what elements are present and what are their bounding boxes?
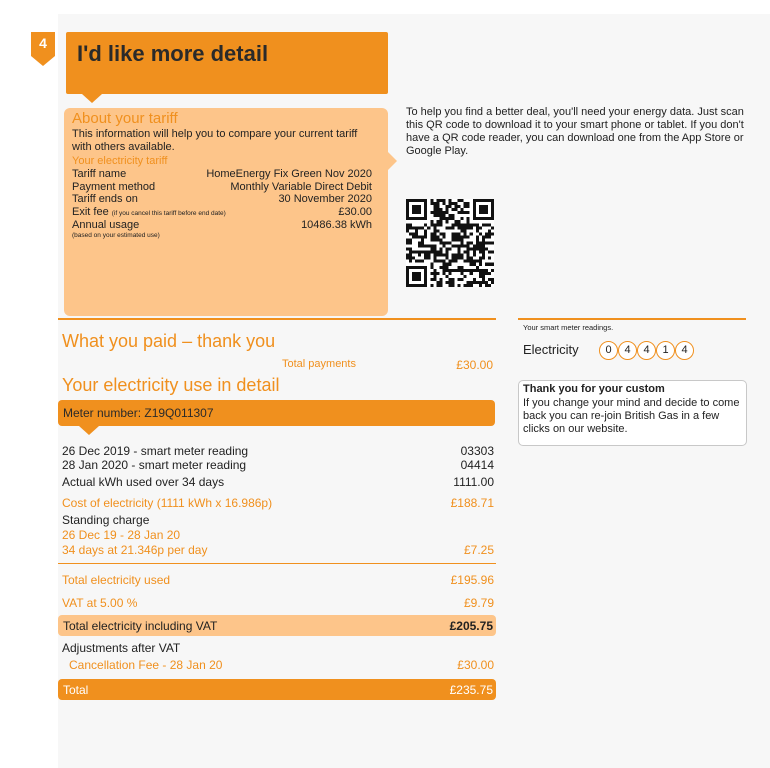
meter-digit: 4 (637, 341, 656, 360)
meter-digit: 4 (618, 341, 637, 360)
standing-charge-label: Standing charge (62, 513, 150, 527)
meter-digit: 4 (675, 341, 694, 360)
vat-value: £9.79 (463, 596, 494, 610)
divider-paid (58, 318, 496, 320)
total-incl-vat-row (63, 619, 493, 633)
vat-label: VAT at 5.00 % (62, 596, 138, 610)
smart-readings-label: Your smart meter readings. (523, 323, 614, 332)
tariff-row-exit-fee (72, 206, 372, 220)
tariff-heading: About your tariff (72, 110, 178, 127)
badge-tip (31, 56, 55, 66)
tariff-row-value: £30.00 (338, 206, 372, 218)
tariff-row-label: Tariff name (72, 168, 127, 180)
tariff-row-value: 10486.38 kWh (301, 219, 372, 231)
cancellation-label: Cancellation Fee - 28 Jan 20 (69, 658, 223, 672)
cost-row (62, 496, 494, 510)
grand-total-label: Total (63, 683, 89, 697)
reading-row (62, 444, 494, 458)
cancellation-row (69, 658, 494, 672)
detail-heading: Your electricity use in detail (62, 375, 280, 395)
total-payments-label: Total payments (282, 358, 356, 370)
actual-kwh-label: Actual kWh used over 34 days (62, 475, 225, 489)
reading-label: 26 Dec 2019 - smart meter reading (62, 444, 249, 458)
tariff-row-label: Payment method (72, 181, 156, 193)
total-incl-vat-label: Total electricity including VAT (63, 619, 218, 633)
tariff-row-usage (72, 219, 372, 231)
tariff-row-name (72, 168, 372, 180)
reading-label: 28 Jan 2020 - smart meter reading (62, 458, 247, 472)
divider-subtotal (58, 563, 496, 564)
divider-readings (518, 318, 746, 320)
reading-value: 03303 (460, 444, 494, 458)
total-used-label: Total electricity used (62, 573, 171, 587)
total-used-value: £195.96 (450, 573, 494, 587)
actual-kwh-value: 1111.00 (453, 475, 494, 489)
standing-charge-rate: 34 days at 21.346p per day (62, 543, 208, 557)
cost-label: Cost of electricity (1111 kWh x 16.986p) (62, 496, 273, 510)
tariff-row-value: Monthly Variable Direct Debit (230, 181, 372, 193)
meter-digit: 1 (656, 341, 675, 360)
vat-row (62, 596, 494, 610)
reading-row (62, 458, 494, 472)
tariff-row-label: Annual usage (72, 219, 140, 231)
paid-heading: What you paid – thank you (62, 331, 276, 351)
thanks-body: If you change your mind and decide to come back you can re-join British Gas in a few clicks on our website. (523, 397, 740, 435)
total-payments-value: £30.00 (456, 358, 493, 372)
actual-kwh-row (62, 475, 494, 489)
usage-footnote: (based on your estimated use) (72, 232, 160, 239)
thanks-title: Thank you for your custom (523, 383, 665, 395)
standing-charge-value: £7.25 (463, 543, 494, 557)
page-title: I'd like more detail (77, 41, 269, 66)
standing-charge-row (62, 543, 494, 557)
total-incl-vat-value: £205.75 (449, 619, 493, 633)
qr-code[interactable] (406, 199, 494, 287)
tariff-row-ends (72, 193, 372, 205)
meter-digit: 0 (599, 341, 618, 360)
tariff-row-label: Tariff ends on (72, 193, 138, 205)
qr-instructions: To help you find a better deal, you'll need your energy data. Just scan this QR code to download it to your smart phone or tablet. If you don't have a QR code reader, you can download one from the App Store or Google Play. (406, 106, 744, 157)
standing-charge-period: 26 Dec 19 - 28 Jan 20 (62, 528, 181, 542)
cancellation-value: £30.00 (457, 658, 494, 672)
smart-readings-fuel: Electricity (523, 342, 579, 357)
exit-fee-label: Exit fee (72, 206, 109, 218)
total-used-row (62, 573, 494, 587)
header-banner-tip (82, 94, 102, 103)
reading-value: 04414 (460, 458, 494, 472)
meter-number: Meter number: Z19Q011307 (63, 406, 214, 420)
exit-fee-note: (if you cancel this tariff before end date) (111, 210, 226, 217)
tariff-row-value: HomeEnergy Fix Green Nov 2020 (206, 168, 372, 180)
tariff-subheading: Your electricity tariff (72, 155, 168, 167)
section-number-badge: 4 (31, 32, 55, 56)
tariff-panel-tip (388, 152, 397, 170)
tariff-row-value: 30 November 2020 (278, 193, 372, 205)
grand-total-value: £235.75 (449, 683, 493, 697)
adjustments-label: Adjustments after VAT (62, 641, 181, 655)
tariff-row-label (72, 206, 226, 220)
grand-total-row (63, 683, 493, 697)
tariff-intro: This information will help you to compare your current tariff with others available. (72, 128, 358, 153)
cost-value: £188.71 (450, 496, 494, 510)
meter-bar-tip (79, 426, 99, 435)
tariff-row-payment (72, 181, 372, 193)
